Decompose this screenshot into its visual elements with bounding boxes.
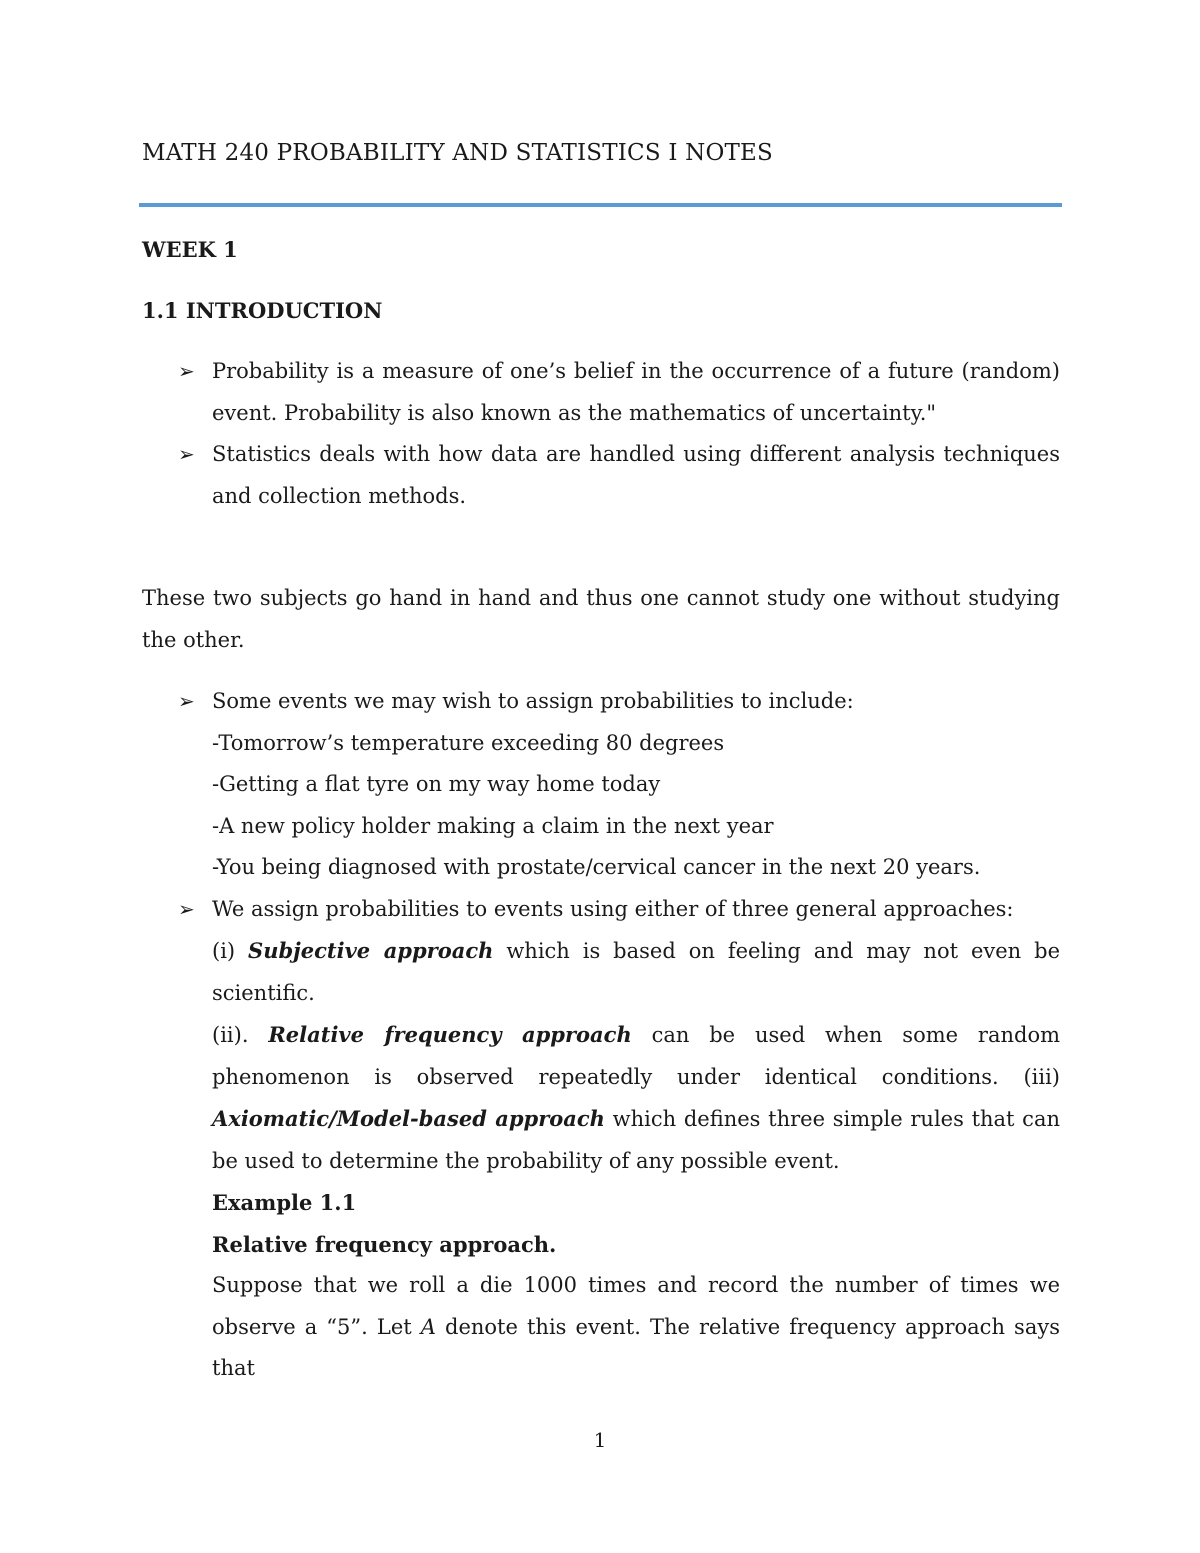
axiomatic-term: Axiomatic/Model-based approach	[212, 1106, 605, 1131]
event-item: -Tomorrow’s temperature exceeding 80 degrees	[212, 730, 725, 755]
body-paragraph: These two subjects go hand in hand and thus one cannot study one without studying the other.	[142, 586, 1060, 652]
arrow-bullet-icon: ➢	[178, 689, 195, 713]
intro-bullet-list	[142, 351, 1060, 517]
list-item	[142, 351, 1060, 434]
page-number: 1	[593, 1428, 607, 1452]
example-text	[142, 1265, 1060, 1390]
subjective-text: which is based on feeling and may not even be scientific.	[212, 939, 1060, 1005]
events-bullet-list	[142, 681, 1060, 1390]
axiomatic-text: which defines three simple rules that can be used to determine the probability of any possible event.	[212, 1107, 1060, 1173]
subjective-prefix: (i)	[212, 939, 249, 963]
list-item	[142, 681, 1060, 723]
example-subtitle: Relative frequency approach.	[212, 1231, 557, 1257]
section-heading: 1.1 INTRODUCTION	[142, 298, 383, 323]
approaches-intro: We assign probabilities to events using either of three general approaches:	[212, 896, 1014, 921]
statistics-definition: Statistics deals with how data are handled using different analysis techniques and collection methods.	[212, 442, 1060, 508]
relative-prefix: (ii).	[212, 1023, 269, 1047]
axiomatic-prefix: (iii)	[998, 1064, 1060, 1089]
event-item: -You being diagnosed with prostate/cervical cancer in the next 20 years.	[212, 855, 981, 879]
event-variable: A	[420, 1314, 436, 1339]
list-item	[142, 889, 1060, 931]
event-item: -Getting a flat tyre on my way home today	[212, 772, 661, 796]
event-item: -A new policy holder making a claim in the next year	[212, 813, 774, 838]
probability-definition: Probability is a measure of one’s belief in the occurrence of a future (random) event. Probability is also known as the mathematics of uncertainty."	[212, 359, 1060, 425]
arrow-bullet-icon: ➢	[178, 896, 195, 921]
subjective-approach	[142, 930, 1060, 1014]
relative-axiomatic-approaches	[142, 1014, 1060, 1182]
example-label: Example 1.1	[212, 1190, 357, 1215]
week-heading: WEEK 1	[142, 237, 238, 262]
subjective-term: Subjective approach	[248, 938, 494, 963]
arrow-bullet-icon: ➢	[178, 442, 195, 466]
arrow-bullet-icon: ➢	[178, 359, 195, 383]
list-item	[142, 434, 1060, 517]
relative-term: Relative frequency approach	[268, 1022, 632, 1047]
example-text-after: denote this event. The relative frequency approach says that	[212, 1314, 1060, 1380]
events-intro: Some events we may wish to assign probabilities to include:	[212, 689, 854, 713]
example-text-before: Suppose that we roll a die 1000 times and record the number of times we observe a “5”. Let	[212, 1273, 1060, 1339]
relative-text: can be used when some random phenomenon is observed repeatedly under identical conditions.	[212, 1023, 1060, 1089]
document-title: MATH 240 PROBABILITY AND STATISTICS I NOTES	[142, 140, 773, 166]
title-divider	[139, 203, 1062, 207]
